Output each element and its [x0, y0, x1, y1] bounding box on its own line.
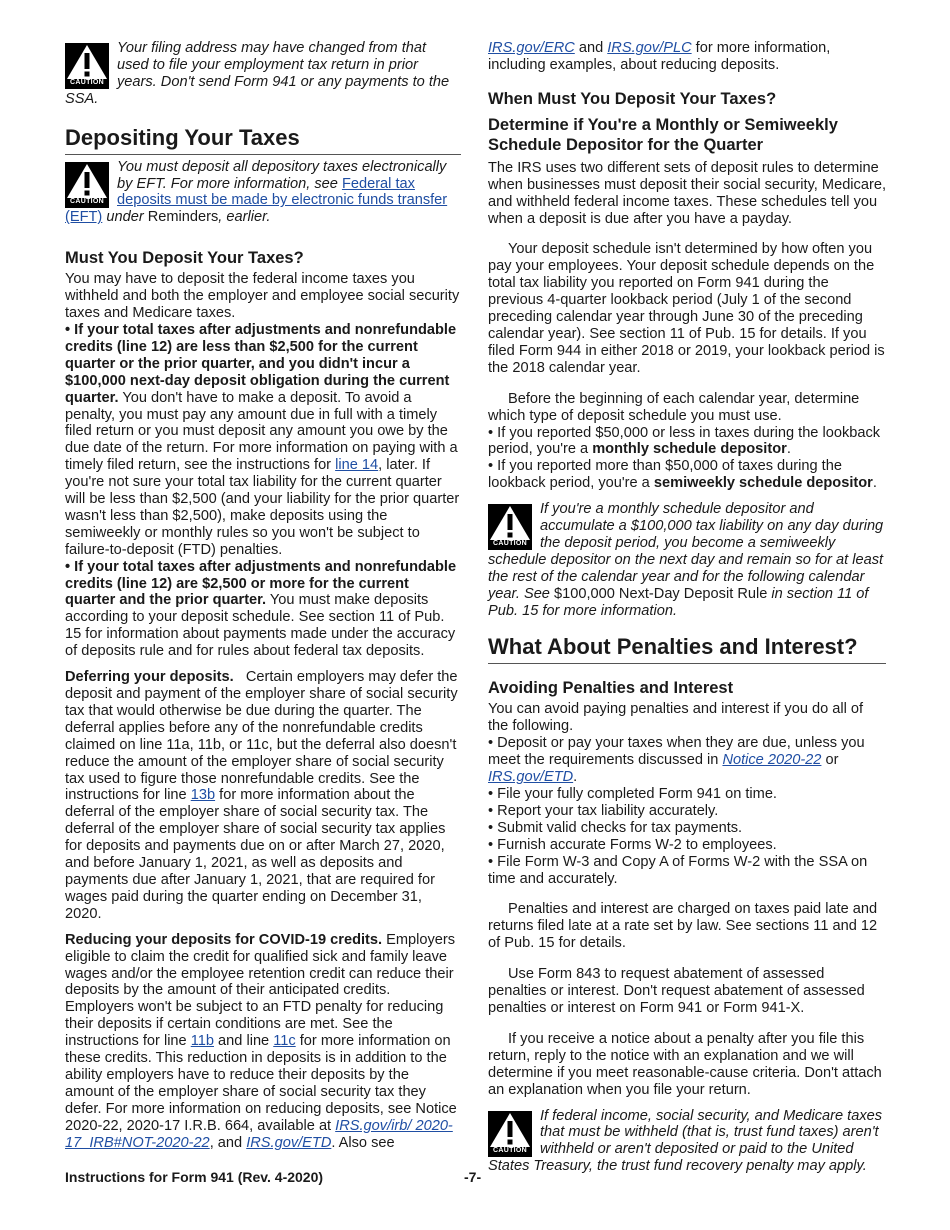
link-eft-reminder[interactable]: Federal tax deposits must be made by electronic funds transfer (EFT): [65, 175, 448, 226]
heading-depositing-your-taxes: Depositing Your Taxes: [65, 125, 461, 155]
link-irs-etd[interactable]: IRS.gov/ETD: [246, 1134, 332, 1151]
bullet-2500-or-more: • If your total taxes after adjustments and nonrefundable credits (line 12) are $2,500 or more for the current quarter and the prior quarter. You must make deposits according to your deposit schedule. See section 11 of Pub. 15 for information about payments made under the accuracy of deposits rule and for rules about federal tax deposits.: [65, 558, 457, 660]
link-line-11c[interactable]: 11c: [273, 1033, 296, 1050]
bullet-semiweekly-depositor: • If you reported more than $50,000 of taxes during the lookback period, you're a semiweekly schedule depositor.: [488, 458, 877, 492]
paragraph-avoid-intro: You can avoid paying penalties and interest if you do all of the following.: [488, 701, 864, 735]
heading-penalties-interest: What About Penalties and Interest?: [488, 634, 886, 664]
heading-avoiding-penalties: Avoiding Penalties and Interest: [488, 679, 734, 698]
link-irs-etd-right[interactable]: IRS.gov/ETD: [488, 769, 574, 786]
paragraph-penalties-charged: Penalties and interest are charged on taxes paid late and returns filed late at a rate set by law. See sections 11 and 12 of Pub. 15 for details.: [488, 901, 878, 952]
caution-icon: CAUTION: [488, 1111, 532, 1157]
heading-determine-schedule: Determine if You're a Monthly or Semiweekly Schedule Depositor for the Quarter: [488, 115, 838, 154]
link-irs-plc[interactable]: IRS.gov/PLC: [607, 40, 692, 56]
caution-text: Your filing address may have changed from that used to file your employment tax return in prior years. Don't send Form 941 or any payments to the SSA.: [65, 40, 450, 107]
link-line-14[interactable]: line 14: [335, 457, 379, 474]
link-line-13b[interactable]: 13b: [190, 787, 216, 804]
paragraph-deposit-rules: The IRS uses two different sets of deposit rules to determine when businesses must deposit their social security, Medicare, and withheld federal income taxes. These schedules tell you when a deposit is due after you have a payday.: [488, 159, 886, 227]
caution-text: If you're a monthly schedule depositor and accumulate a $100,000 tax liability on any day during the deposit period, you become a semiweekly schedule depositor on the next day and remain so for at least the rest of the calendar year and for the following calendar year. See $100,000 Next-Day Deposit Rule in section 11 of Pub. 15 for more information.: [488, 501, 884, 619]
link-line-11b[interactable]: 11b: [190, 1033, 214, 1050]
left-column: [65, 40, 461, 1151]
caution-text: If federal income, social security, and Medicare taxes that must be withheld (that is, trust fund taxes) aren't withheld or aren't deposited or paid to the United States Treasury, the trust fund recovery penalty may apply.: [488, 1107, 883, 1175]
bullet-valid-checks: • Submit valid checks for tax payments.: [488, 819, 743, 836]
link-irb-notice[interactable]: IRS.gov/irb/ 2020-17_IRB#NOT-2020-22: [65, 1117, 453, 1151]
paragraph-deposit-schedule: Your deposit schedule isn't determined by how often you pay your employees. Your deposit schedule depends on the total tax liability you reported on Form 941 during the previous 4-quarter lookback period (July 1 of the second preceding calendar year through June 30 of the preceding calendar year). See section 11 of Pub. 15 for details. If you filed Form 944 in either 2018 or 2019, your lookback period is the 2018 calendar year.: [488, 241, 885, 376]
caution-filing-address: [65, 40, 461, 108]
bullet-deposit-when-due: • Deposit or pay your taxes when they are due, unless you meet the requirements discussed in Notice 2020-22 or IRS.gov/ETD.: [488, 735, 865, 786]
link-notice-2020-22[interactable]: Notice 2020-22: [722, 752, 822, 769]
footer-page-number: -7-: [464, 1169, 482, 1185]
bullet-report-accurately: • Report your tax liability accurately.: [488, 802, 719, 819]
bullet-less-than-2500: • If your total taxes after adjustments and nonrefundable credits (line 12) are less than $2,500 for the current quarter or the prior quarter, and you didn't incur a $100,000 next-day deposit obligation during the current quarter. You don't have to make a deposit. To avoid a penalty, you must pay any amount due in full with a timely filed return or you must deposit any amount you owe by the due date of the return. For more information on paying with a timely filed return, see the instructions for line 14, later. If you're not sure your total tax liability for the current quarter will be less than $2,500 (and your liability for the prior quarter wasn't less than $2,500), make deposits using the semiweekly or monthly rules so you won't be subject to failure-to-deposit (FTD) penalties.: [65, 321, 460, 558]
footer-form-title: Instructions for Form 941 (Rev. 4-2020): [65, 1169, 324, 1185]
bullet-furnish-w2: • Furnish accurate Forms W-2 to employees.: [488, 836, 777, 853]
heading-must-you-deposit: Must You Deposit Your Taxes?: [65, 249, 304, 268]
paragraph-reducing-deposits: Reducing your deposits for COVID-19 credits. Employers eligible to claim the credit for qualified sick and family leave wages and/or the employee retention credit can reduce their deposits by the amount of their anticipated credits. Employers won't be subject to an FTD penalty for reducing their deposits if certain conditions are met. See the instructions for line 11b and line 11c for more information on these credits. This reduction in deposits is in addition to the ability employers have to reduce their deposits by the amount of the employer share of social security tax they defer. For more information on reducing deposits, see Notice 2020-22, 2020-17 I.R.B. 664, available at IRS.gov/irb/ 2020-17_IRB#NOT-2020-22, and IRS.gov/ETD. Also see: [65, 931, 457, 1151]
paragraph-must-intro: You may have to deposit the federal income taxes you withheld and both the employer and employee social security taxes and Medicare taxes.: [65, 271, 460, 322]
paragraph-penalty-notice: If you receive a notice about a penalty after you file this return, reply to the notice with an explanation and we will determine if you meet reasonable-cause criteria. Don't attach an explanation when you file your return.: [488, 1030, 882, 1098]
bullet-monthly-depositor: • If you reported $50,000 or less in taxes during the lookback period, you're a monthly schedule depositor.: [488, 424, 881, 458]
caution-icon: CAUTION: [65, 162, 109, 208]
caution-eft: [65, 159, 461, 227]
right-column: [488, 40, 886, 1175]
bullet-file-on-time: • File your fully completed Form 941 on time.: [488, 786, 777, 802]
caution-trust-fund: [488, 1108, 886, 1176]
paragraph-form-843: Use Form 843 to request abatement of assessed penalties or interest. Don't request abatement of assessed penalties or interest on Form 941 or Form 941-X.: [488, 966, 865, 1016]
caution-100000-rule: [488, 501, 886, 619]
bullet-file-w3: • File Form W-3 and Copy A of Forms W-2 with the SSA on time and accurately.: [488, 853, 868, 887]
heading-when-must-you-deposit: When Must You Deposit Your Taxes?: [488, 89, 777, 108]
caution-text: You must deposit all depository taxes electronically by EFT. For more information, see Federal tax deposits must be made by electronic funds transfer (EFT) under Reminders, earlier.: [65, 158, 448, 226]
paragraph-deferring-deposits: Deferring your deposits. Certain employers may defer the deposit and payment of the employer share of social security tax that would otherwise be due during the quarter. The deferral applies before any of the nonrefundable credits claimed on line 11a, 11b, or 11c, but the deferral also doesn't reduce the amount of the employer share of social security tax used to figure those nonrefundable credits. See the instructions for line 13b for more information about the deferral of the employer share of social security tax. The deferral of the employer share of social security tax applies for deposits and payments due on or after March 27, 2020, and before January 1, 2021, as well as deposits and payments due after January 1, 2021, that are required for wages paid during the quarter ending on December 31, 2020.: [65, 669, 462, 922]
link-irs-erc[interactable]: IRS.gov/ERC: [488, 40, 575, 56]
paragraph-before-calendar-year: Before the beginning of each calendar year, determine which type of deposit schedule you must use.: [488, 390, 860, 424]
paragraph-erc-plc: IRS.gov/ERC and IRS.gov/PLC for more information, including examples, about reducing deposits.: [488, 40, 831, 73]
caution-icon: CAUTION: [65, 43, 109, 89]
caution-icon: CAUTION: [488, 504, 532, 550]
